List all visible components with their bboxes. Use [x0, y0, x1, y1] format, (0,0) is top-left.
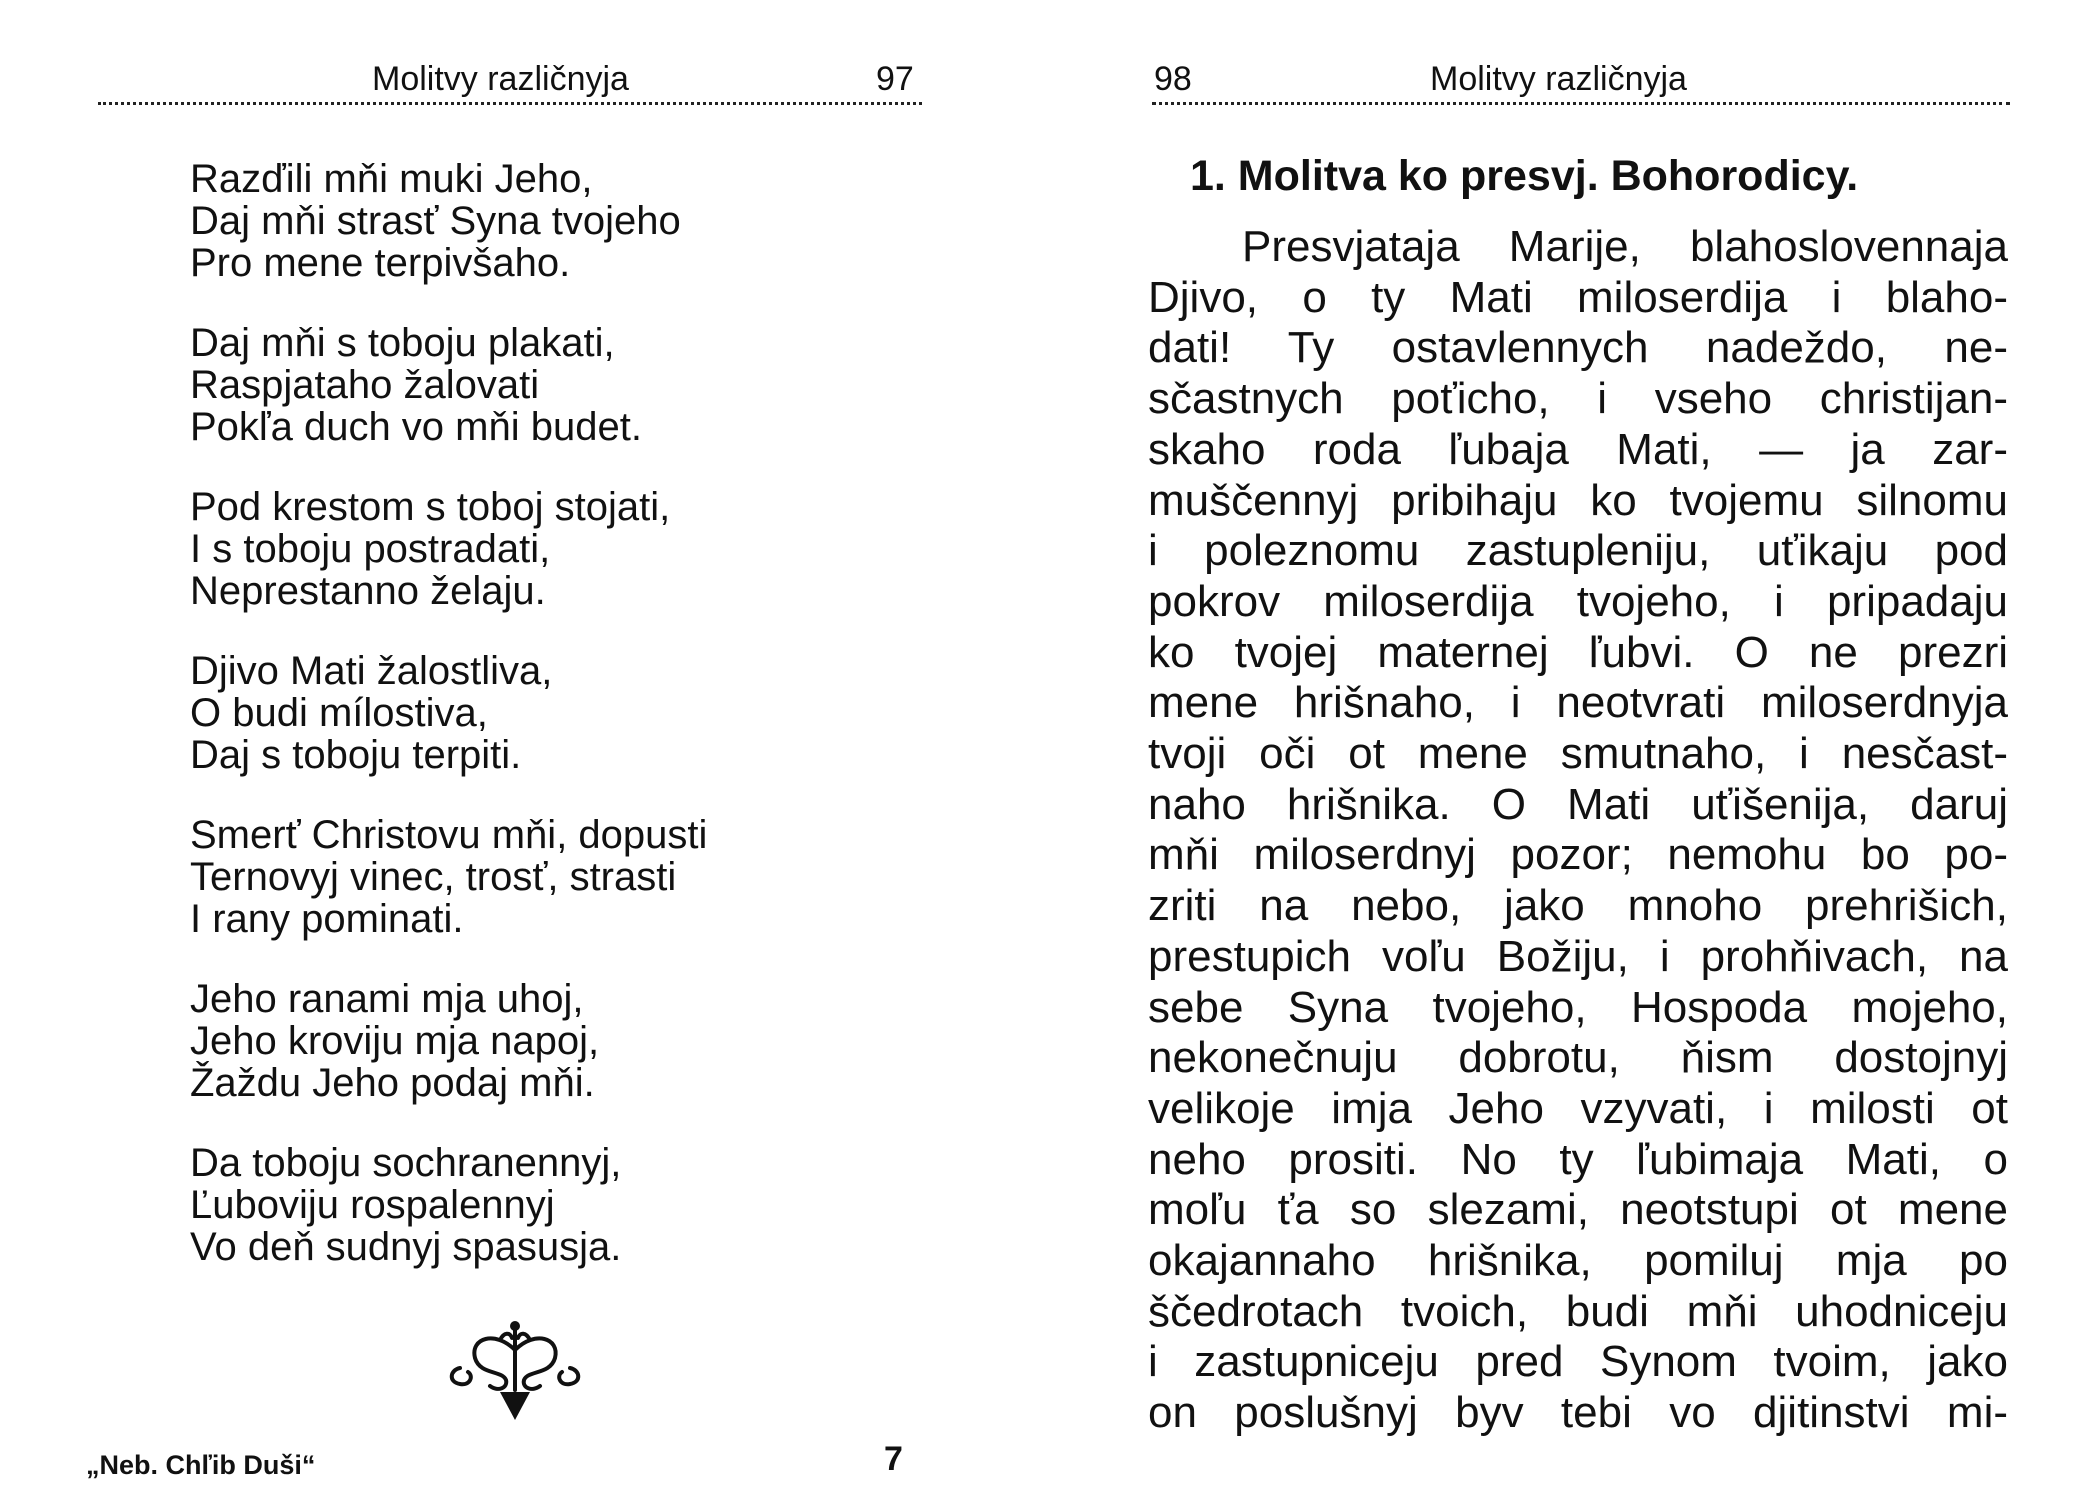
verse-line: Raspjataho žalovati — [190, 363, 540, 407]
verse-line: Daj mňi s toboju plakati, — [190, 321, 615, 365]
text-line: i poleznomu zastupleniju, uťikaju pod — [1148, 526, 2008, 576]
text-line: ko tvojej maternej ľubvi. O ne prezri — [1148, 627, 2008, 677]
verse-line: Jeho ranami mja uhoj, — [190, 977, 584, 1021]
stanza — [190, 322, 870, 448]
prayer-title: 1. Molitva ko presvj. Bohorodicy. — [1190, 152, 1859, 200]
text-line: sčastnych poťicho, i vseho christijan- — [1148, 374, 2008, 424]
stanza — [190, 814, 870, 940]
text-line: dati! Ty ostavlennych nadeždo, ne- — [1148, 323, 2008, 373]
ornament-vignette-icon — [440, 1320, 590, 1430]
right-page — [1100, 0, 2076, 1500]
text-line: moľu ťa so slezami, neotstupi ot mene — [1148, 1185, 2008, 1235]
verse-line: Neprestanno želaju. — [190, 569, 546, 613]
text-line: ščedrotach tvoich, budi mňi uhodniceju — [1148, 1286, 2008, 1336]
hymn-stanzas — [190, 158, 870, 1306]
page-header-title: Molitvy različnyja — [372, 60, 629, 98]
footer-signature: „Neb. Chľib Duši“ — [86, 1450, 316, 1480]
verse-line: Žaždu Jeho podaj mňi. — [190, 1061, 595, 1105]
verse-line: Vo deň sudnyj spasusja. — [190, 1225, 622, 1269]
verse-line: Daj s toboju terpiti. — [190, 733, 522, 777]
text-line: velikoje imja Jeho vzyvati, i milosti ot — [1148, 1083, 2008, 1133]
verse-line: Pod krestom s toboj stojati, — [190, 485, 671, 529]
verse-line: I rany pominati. — [190, 897, 464, 941]
verse-line: Da toboju sochranennyj, — [190, 1141, 622, 1185]
verse-line: Djivo Mati žalostliva, — [190, 649, 553, 693]
verse-line: Pro mene terpivšaho. — [190, 241, 571, 285]
verse-line: Daj mňi strasť Syna tvojeho — [190, 199, 681, 243]
text-line: i zastupniceju pred Synom tvoim, jako — [1148, 1337, 2008, 1387]
left-page — [0, 0, 1000, 1500]
header-rule — [1152, 102, 2010, 105]
text-line: okajannaho hrišnika, pomiluj mja po — [1148, 1236, 2008, 1286]
text-line: tvoji oči ot mene smutnaho, i nesčast- — [1148, 729, 2008, 779]
text-line: prestupich voľu Božiju, i prohňivach, na — [1148, 931, 2008, 981]
verse-line: Pokľa duch vo mňi budet. — [190, 405, 642, 449]
header-rule — [98, 102, 922, 105]
stanza — [190, 650, 870, 776]
verse-line: Jeho kroviju mja napoj, — [190, 1019, 600, 1063]
sheet-number: 7 — [884, 1440, 903, 1478]
page-number: 98 — [1154, 60, 1192, 98]
stanza — [190, 158, 870, 284]
text-line: sebe Syna tvojeho, Hospoda mojeho, — [1148, 982, 2008, 1032]
text-line: skaho roda ľubaja Mati, — ja zar- — [1148, 424, 2008, 474]
text-line: Presvjataja Marije, blahoslovennaja — [1242, 222, 2008, 271]
text-line: Djivo, o ty Mati miloserdija i blaho- — [1148, 272, 2008, 322]
verse-line: Ternovyj vinec, trosť, strasti — [190, 855, 677, 899]
page-header-title: Molitvy različnyja — [1430, 60, 1687, 98]
text-line: on poslušnyj byv tebi vo djitinstvi mi- — [1148, 1388, 2008, 1438]
verse-line: O budi mílostiva, — [190, 691, 488, 735]
stanza — [190, 486, 870, 612]
text-line: zriti na nebo, jako mnoho prehrišich, — [1148, 881, 2008, 931]
verse-line: I s toboju postradati, — [190, 527, 551, 571]
text-line: mňi miloserdnyj pozor; nemohu bo po- — [1148, 830, 2008, 880]
text-line: muščennyj pribihaju ko tvojemu silnomu — [1148, 475, 2008, 525]
verse-line: Ľuboviju rospalennyj — [190, 1183, 555, 1227]
verse-line: Razďili mňi muki Jeho, — [190, 157, 593, 201]
stanza — [190, 1142, 870, 1268]
prayer-text — [1148, 222, 2008, 1439]
text-line: neho prositi. No ty ľubimaja Mati, o — [1148, 1134, 2008, 1184]
text-line: naho hrišnika. O Mati uťišenija, daruj — [1148, 779, 2008, 829]
stanza — [190, 978, 870, 1104]
text-line: nekonečnuju dobrotu, ňism dostojnyj — [1148, 1033, 2008, 1083]
verse-line: Smerť Christovu mňi, dopusti — [190, 813, 708, 857]
text-line: mene hrišnaho, i neotvrati miloserdnyja — [1148, 678, 2008, 728]
text-line: pokrov miloserdija tvojeho, i pripadaju — [1148, 576, 2008, 626]
page-number: 97 — [876, 60, 914, 98]
